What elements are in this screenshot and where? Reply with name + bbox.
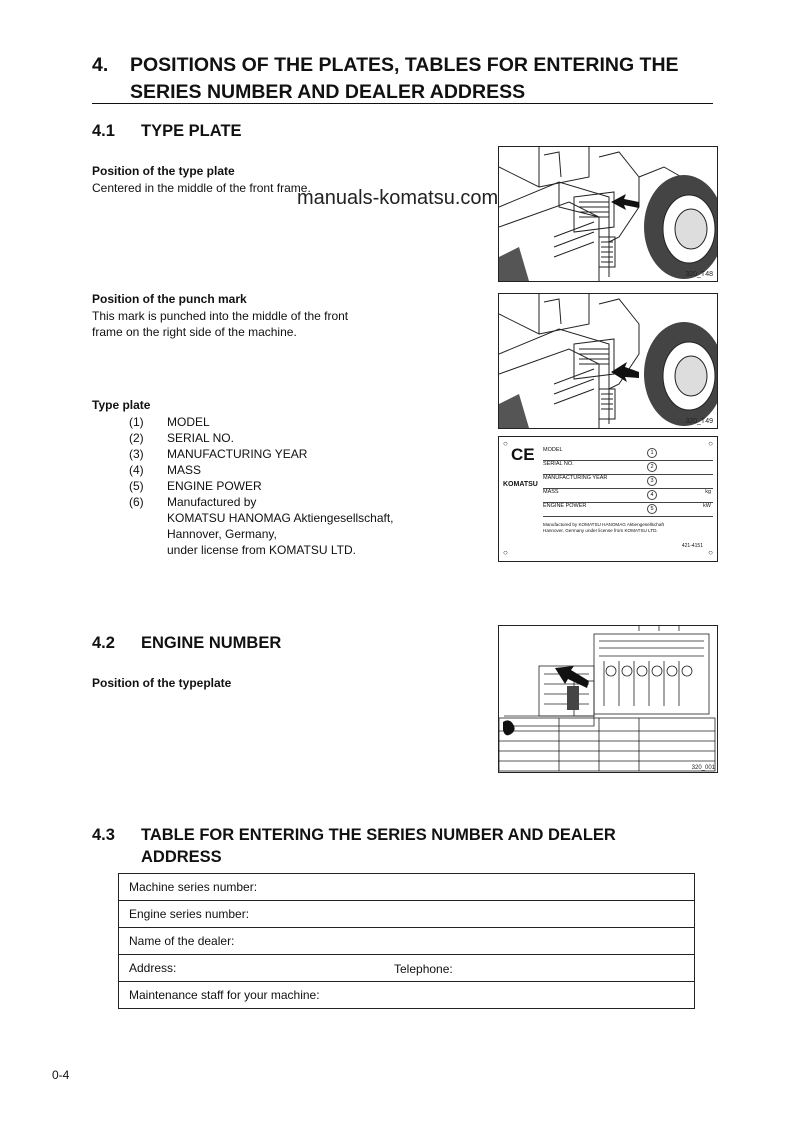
figure-caption: 320_001 bbox=[691, 765, 715, 771]
table-row bbox=[119, 901, 695, 928]
address-telephone-field[interactable]: Address: Telephone: bbox=[119, 955, 695, 982]
plate-row: ENGINE POWER 5 kW bbox=[543, 503, 713, 517]
rivet-icon: ○ bbox=[503, 548, 508, 557]
subsection-title: TYPE PLATE bbox=[141, 122, 242, 140]
plate-fields bbox=[543, 447, 713, 534]
table-row bbox=[119, 982, 695, 1009]
type-plate-heading: Type plate bbox=[92, 398, 151, 412]
subsection-title-line-2: ADDRESS bbox=[141, 848, 222, 866]
plate-brand: KOMATSU bbox=[503, 481, 538, 488]
list-item: Hannover, Germany, bbox=[167, 527, 277, 541]
list-item: (6) Manufactured by bbox=[129, 495, 257, 509]
subsection-number: 4.3 bbox=[92, 826, 115, 844]
section-title: POSITIONS OF THE PLATES, TABLES FOR ENTERING THE SERIES NUMBER AND DEALER ADDRESS bbox=[130, 54, 679, 103]
watermark: manuals-komatsu.com bbox=[297, 187, 499, 209]
type-plate-location-figure bbox=[498, 146, 718, 282]
list-item: KOMATSU HANOMAG Aktiengesellschaft, bbox=[167, 511, 394, 525]
engine-typeplate-position-heading: Position of the typeplate bbox=[92, 676, 232, 690]
engine-plate-figure bbox=[498, 625, 718, 773]
rivet-icon: ○ bbox=[708, 439, 713, 448]
dealer-name-field[interactable]: Name of the dealer: bbox=[119, 928, 695, 955]
punch-mark-location-figure bbox=[498, 293, 718, 429]
rivet-icon: ○ bbox=[708, 548, 713, 557]
plate-footer: Manufactured by KOMATSU HANOMAG Aktiengesellschaft Hannover, Germany under license from KOMATSU LTD. bbox=[543, 522, 664, 533]
type-plate-position-text: Centered in the middle of the front frame. bbox=[92, 181, 311, 195]
machine-series-field[interactable]: Machine series number: bbox=[119, 874, 695, 901]
list-item: (2) SERIAL NO. bbox=[129, 431, 234, 445]
list-item: (5) ENGINE POWER bbox=[129, 479, 262, 493]
heading-rule bbox=[92, 103, 713, 104]
plate-code: 421-4151 bbox=[681, 543, 703, 549]
punch-mark-heading: Position of the punch mark bbox=[92, 292, 247, 306]
loader-front-frame-illustration bbox=[499, 147, 717, 281]
table-row bbox=[119, 928, 695, 955]
telephone-label: Telephone: bbox=[394, 962, 453, 976]
table-row bbox=[119, 955, 695, 982]
type-plate-list bbox=[129, 414, 459, 558]
subsection-number: 4.1 bbox=[92, 122, 115, 140]
subsection-title-line-1: TABLE FOR ENTERING THE SERIES NUMBER AND DEALER bbox=[141, 826, 616, 844]
subsection-4-1-heading bbox=[92, 122, 492, 144]
engine-series-field[interactable]: Engine series number: bbox=[119, 901, 695, 928]
maintenance-staff-field[interactable]: Maintenance staff for your machine: bbox=[119, 982, 695, 1009]
rivet-icon: ○ bbox=[503, 439, 508, 448]
section-number: 4. bbox=[92, 54, 109, 76]
page-number: 0-4 bbox=[52, 1068, 70, 1082]
type-plate-position-heading: Position of the type plate bbox=[92, 164, 235, 178]
punch-mark-text-line-2: frame on the right side of the machine. bbox=[92, 325, 297, 339]
subsection-4-2-heading bbox=[92, 634, 492, 656]
subsection-4-3-heading bbox=[92, 826, 692, 870]
plate-row: MASS 4 kg bbox=[543, 489, 713, 503]
list-item: under license from KOMATSU LTD. bbox=[167, 543, 356, 557]
list-item: (1) MODEL bbox=[129, 415, 210, 429]
figure-caption: 320_T48 bbox=[685, 271, 713, 278]
dealer-entry-table bbox=[118, 873, 695, 1009]
loader-front-frame-illustration bbox=[499, 294, 717, 428]
punch-mark-text-line-1: This mark is punched into the middle of the front bbox=[92, 309, 349, 323]
type-plate-drawing bbox=[498, 436, 718, 562]
plate-row: MODEL 1 bbox=[543, 447, 713, 461]
list-item: (4) MASS bbox=[129, 463, 202, 477]
plate-row: SERIAL NO. 2 bbox=[543, 461, 713, 475]
list-item: (3) MANUFACTURING YEAR bbox=[129, 447, 308, 461]
figure-caption: 320_T49 bbox=[685, 418, 713, 425]
subsection-number: 4.2 bbox=[92, 634, 115, 652]
engine-illustration bbox=[499, 626, 717, 772]
ce-mark: CE bbox=[511, 445, 535, 464]
plate-row: MANUFACTURING YEAR 3 bbox=[543, 475, 713, 489]
subsection-title: ENGINE NUMBER bbox=[141, 634, 282, 652]
table-row bbox=[119, 874, 695, 901]
